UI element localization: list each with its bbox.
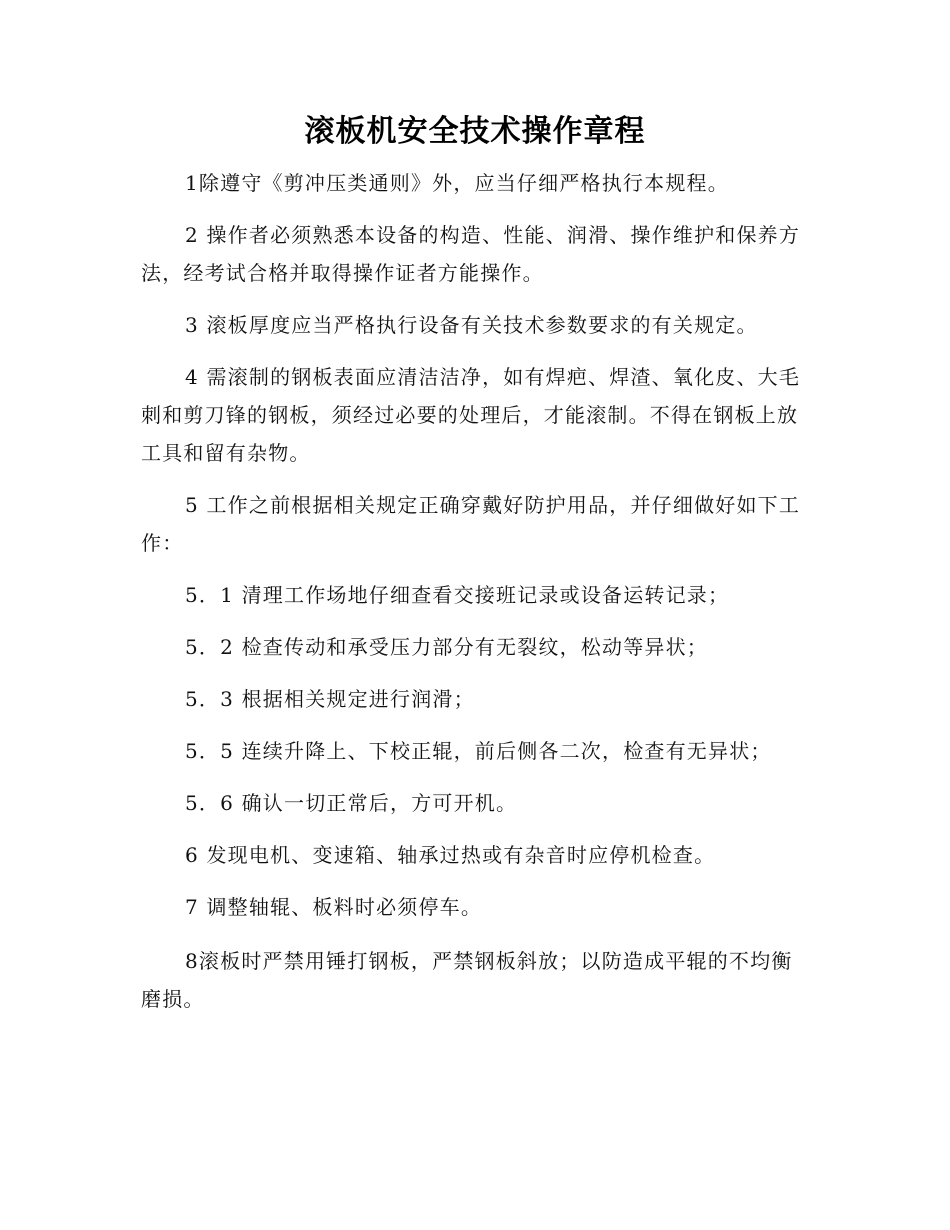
paragraph-2: 2 操作者必须熟悉本设备的构造、性能、润滑、操作维护和保养方法，经考试合格并取得操作证者方能操作。 xyxy=(141,223,801,285)
paragraph-8: 8滚板时严禁用锤打钢板，严禁钢板斜放；以防造成平辊的不均衡磨损。 xyxy=(141,949,793,1011)
paragraph-5-5: 5．5 连续升降上、下校正辊，前后侧各二次，检查有无异状； xyxy=(185,739,772,763)
paragraph-5: 5 工作之前根据相关规定正确穿戴好防护用品，并仔细做好如下工作： xyxy=(141,493,801,555)
paragraph-4: 4 需滚制的钢板表面应清洁洁净，如有焊疤、焊渣、氧化皮、大毛刺和剪刀锋的钢板，须经过必要的处理后，才能滚制。不得在钢板上放工具和留有杂物。 xyxy=(141,365,801,465)
paragraph-5-6: 5．6 确认一切正常后，方可开机。 xyxy=(185,791,518,815)
paragraph-1: 1除遵守《剪冲压类通则》外，应当仔细严格执行本规程。 xyxy=(185,171,729,195)
paragraph-5-3: 5．3 根据相关规定进行润滑； xyxy=(185,687,475,711)
paragraph-3: 3 滚板厚度应当严格执行设备有关技术参数要求的有关规定。 xyxy=(185,313,758,337)
document-title: 滚板机安全技术操作章程 xyxy=(304,114,646,149)
paragraph-5-2: 5．2 检查传动和承受压力部分有无裂纹，松动等异状； xyxy=(185,635,709,659)
paragraph-7: 7 调整轴辊、板料时必须停车。 xyxy=(185,895,483,919)
paragraph-5-1: 5．1 清理工作场地仔细查看交接班记录或设备运转记录； xyxy=(185,583,730,607)
paragraph-6: 6 发现电机、变速箱、轴承过热或有杂音时应停机检查。 xyxy=(185,843,716,867)
